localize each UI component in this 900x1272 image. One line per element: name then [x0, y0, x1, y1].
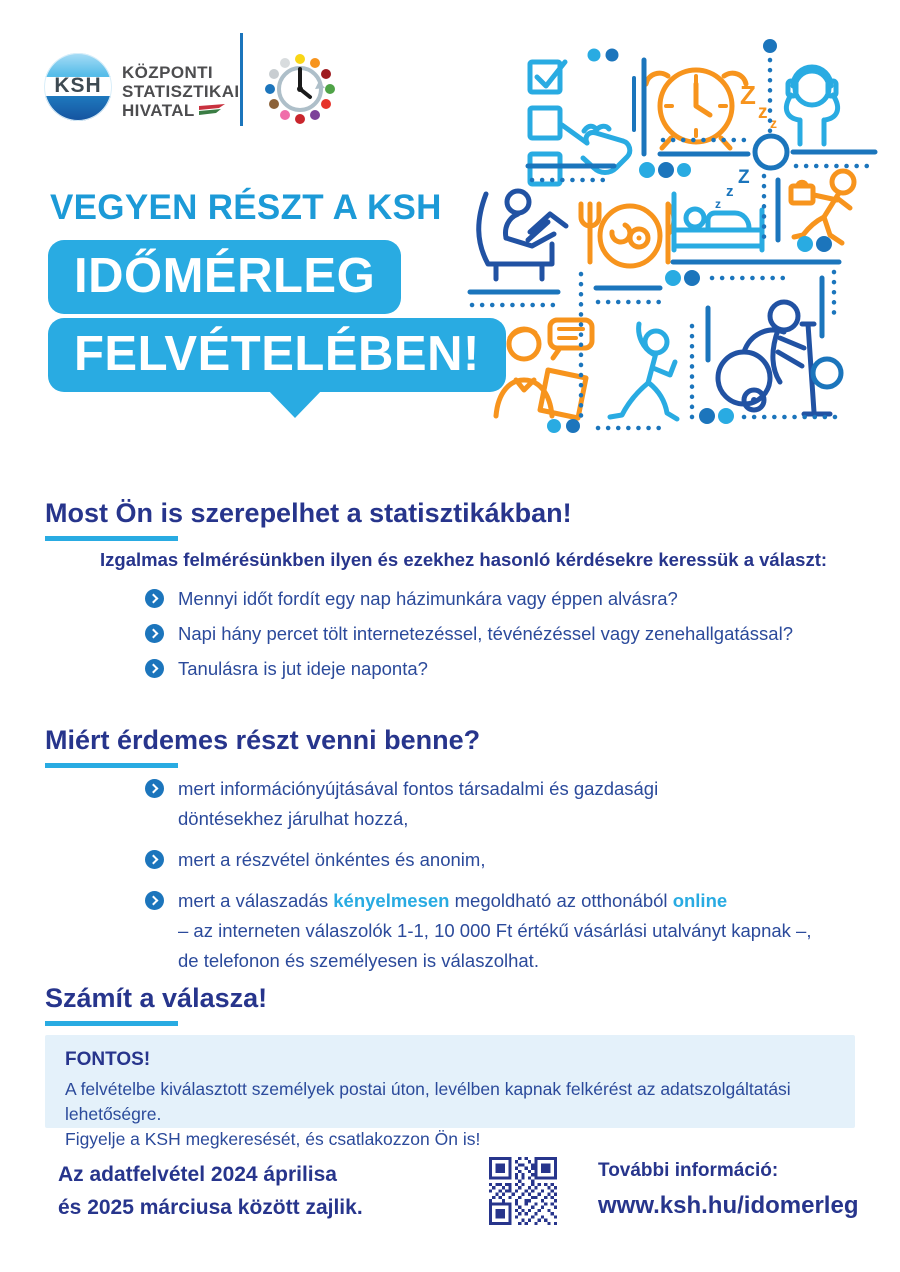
- section2-underline: [45, 763, 178, 768]
- list-item: [145, 774, 845, 834]
- list-item: [145, 588, 845, 610]
- svg-text:Z: Z: [738, 167, 750, 188]
- bed-zzz: z: [715, 197, 721, 211]
- svg-text:z: z: [726, 183, 734, 200]
- hungarian-flag-icon: [199, 101, 225, 120]
- list-item: [145, 623, 845, 645]
- title-block-idomerleg: IDŐMÉRLEG: [48, 240, 401, 314]
- alarm-clock-icon: [646, 70, 746, 148]
- section1-underline: [45, 536, 178, 541]
- important-line2: Figyelje a KSH megkeresését, és csatlakozzon Ön is!: [65, 1129, 481, 1149]
- svg-text:z: z: [758, 102, 768, 123]
- chevron-bullet-icon: [145, 891, 164, 910]
- office-name-line2: STATISZTIKAI: [122, 82, 240, 102]
- important-notice-box: [45, 1035, 855, 1149]
- bullet-text: Mennyi időt fordít egy nap házimunkára vagy éppen alvásra?: [178, 588, 678, 609]
- chevron-bullet-icon: [145, 589, 164, 608]
- important-line1: A felvételbe kiválasztott személyek postai úton, levélben kapnak felkérést az adatszolgáltatási lehetőségre.: [65, 1079, 791, 1124]
- ksh-globe-logo: [44, 53, 112, 121]
- meal-plate-icon: [581, 204, 674, 266]
- more-info-label: További információ:: [598, 1160, 779, 1181]
- section2-bullets: [145, 774, 845, 987]
- svg-text:z: z: [770, 115, 777, 131]
- qr-code: [489, 1157, 557, 1230]
- list-item: [145, 658, 845, 680]
- exercise-stretch-icon: [610, 324, 677, 419]
- section1-heading: Most Ön is szerepelhet a statisztikákban!: [45, 498, 572, 528]
- office-name-line3: HIVATAL: [122, 101, 240, 120]
- chevron-bullet-icon: [145, 850, 164, 869]
- bullet-text: Napi hány percet tölt internetezéssel, tévénézéssel vagy zenehallgatással?: [178, 623, 793, 644]
- chevron-bullet-icon: [145, 659, 164, 678]
- interviewer-icon: [496, 320, 592, 418]
- section2-heading: Miért érdemes részt venni benne?: [45, 725, 481, 755]
- highlight-kenyelmesen: kényelmesen: [333, 890, 450, 911]
- running-work-icon: [791, 171, 854, 243]
- ksh-acronym: KSH: [54, 74, 102, 97]
- list-item: [145, 845, 845, 875]
- section3-heading: Számít a válasza!: [45, 983, 268, 1013]
- bullet-text: Tanulásra is jut ideje naponta?: [178, 658, 428, 679]
- bullet-text: mert a válaszadás kényelmesen megoldható az otthonából online – az interneten válaszolók 1-1, 10 000 Ft értékű vásárlási utalványt kapnak –, de telefonon és személyesen is válaszolhat.: [178, 890, 812, 971]
- survey-url: www.ksh.hu/idomerleg: [598, 1192, 859, 1219]
- section1-bullets: [145, 588, 845, 693]
- reading-armchair-icon: [479, 191, 566, 279]
- bullet-text: mert információnyújtásával fontos társadalmi és gazdasági döntésekhez járulhat hozzá,: [178, 778, 659, 829]
- survey-period: Az adatfelvétel 2024 áprilisa és 2025 márciusa között zajlik.: [58, 1163, 363, 1219]
- highlight-online: online: [672, 890, 728, 911]
- office-name-line1: KÖZPONTI: [122, 63, 214, 82]
- time-use-illustration: [460, 26, 880, 451]
- list-item: [145, 886, 845, 976]
- section3-underline: [45, 1021, 178, 1026]
- title-line1: VEGYEN RÉSZT A KSH: [50, 188, 442, 227]
- ksh-office-name: [122, 63, 240, 120]
- bullet-text: mert a részvétel önkéntes és anonim,: [178, 849, 486, 870]
- survey-clock-icon: [262, 51, 338, 132]
- important-title: FONTOS!: [65, 1049, 151, 1070]
- vacuum-cleaning-icon: [718, 302, 830, 414]
- alarm-zzz: Z: [740, 80, 756, 110]
- title-block-felvetel: FELVÉTELÉBEN!: [48, 318, 506, 392]
- section1-intro: Izgalmas felmérésünkben ilyen és ezekhez hasonló kérdésekre keressük a választ:: [100, 549, 828, 570]
- header-divider: [240, 33, 243, 126]
- speech-bubble-tail: [266, 388, 324, 418]
- chevron-bullet-icon: [145, 624, 164, 643]
- chevron-bullet-icon: [145, 779, 164, 798]
- music-listening-icon: [786, 67, 837, 144]
